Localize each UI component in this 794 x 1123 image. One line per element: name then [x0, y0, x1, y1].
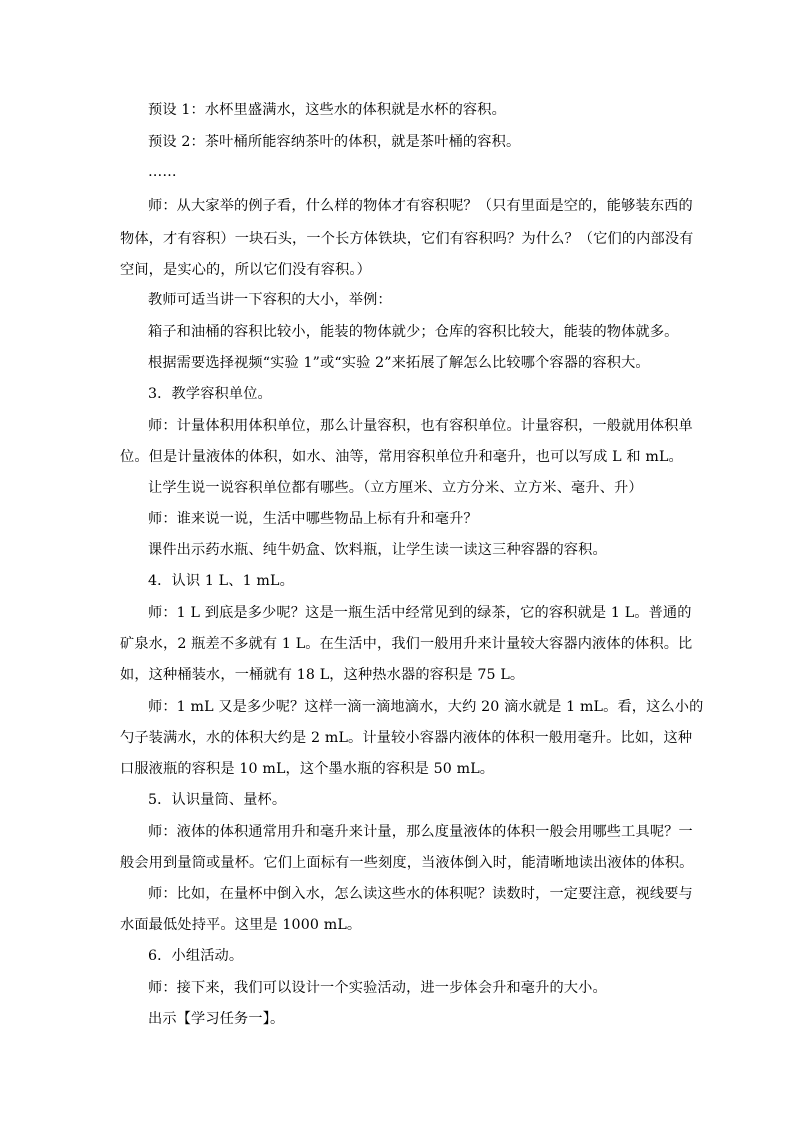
text-line: 根据需要选择视频“实验 1”或“实验 2”来拓展了解怎么比较哪个容器的容积大。 [148, 355, 650, 371]
text-line: 出示【学习任务一】。 [148, 1011, 285, 1027]
text-line: 如，这种桶装水，一桶就有 18 L，这种热水器的容积是 75 L。 [120, 667, 525, 683]
text-line: 箱子和油桶的容积比较小，能装的物体就少；仓库的容积比较大，能装的物体就多。 [148, 324, 679, 340]
text-line: 口服液瓶的容积是 10 mL，这个墨水瓶的容积是 50 mL。 [120, 761, 495, 777]
text-line: 6．小组活动。 [148, 948, 244, 964]
text-line: 预设 2：茶叶桶所能容纳茶叶的体积，就是茶叶桶的容积。 [148, 134, 521, 150]
text-line: 课件出示药水瓶、纯牛奶盒、饮料瓶，让学生读一读这三种容器的容积。 [148, 542, 607, 558]
text-line: 师：谁来说一说，生活中哪些物品上标有升和毫升？ [148, 511, 478, 527]
text-line: 般会用到量筒或量杯。它们上面标有一些刻度，当液体倒入时，能清晰地读出液体的体积。 [120, 855, 694, 871]
text-line: 师：比如，在量杯中倒入水，怎么读这些水的体积呢？读数时，一定要注意，视线要与 [148, 886, 693, 902]
text-line: 位。但是计量液体的体积，如水、油等，常用容积单位升和毫升，也可以写成 L 和 mL。 [120, 449, 683, 465]
text-line: 水面最低处持平。这里是 1000 mL。 [120, 917, 362, 933]
text-line: 矿泉水，2 瓶差不多就有 1 L。在生活中，我们一般用升来计量较大容器内液体的体积。比 [120, 636, 693, 652]
text-line: 4．认识 1 L、1 mL。 [148, 573, 294, 589]
text-line: 教师可适当讲一下容积的大小，举例： [148, 292, 392, 308]
text-line: 空间，是实心的，所以它们没有容积。） [120, 262, 371, 278]
text-line: 让学生说一说容积单位都有哪些。（立方厘米、立方分米、立方米、毫升、升） [148, 480, 643, 496]
text-line: …… [148, 164, 177, 180]
text-line: 师：接下来，我们可以设计一个实验活动，进一步体会升和毫升的大小。 [148, 980, 607, 996]
text-line: 师：液体的体积通常用升和毫升来计量，那么度量液体的体积一般会用哪些工具呢？一 [148, 824, 693, 840]
text-line: 勺子装满水，水的体积大约是 2 mL。计量较小容器内液体的体积一般用毫升。比如，这种 [120, 730, 693, 746]
text-line: 师：1 mL 又是多少呢？这样一滴一滴地滴水，大约 20 滴水就是 1 mL。看，这么小的 [148, 699, 704, 715]
text-line: 物体，才有容积）一块石头，一个长方体铁块，它们有容积吗？为什么？（它们的内部没有 [120, 231, 694, 247]
text-line: 师：计量体积用体积单位，那么计量容积，也有容积单位。计量容积，一般就用体积单 [148, 418, 693, 434]
text-line: 预设 1：水杯里盛满水，这些水的体积就是水杯的容积。 [148, 102, 506, 118]
text-line: 3．教学容积单位。 [148, 386, 272, 402]
text-line: 5．认识量筒、量杯。 [148, 792, 287, 808]
text-line: 师：1 L 到底是多少呢？这是一瓶生活中经常见到的绿茶，它的容积就是 1 L。普通的 [148, 605, 692, 621]
text-line: 师：从大家举的例子看，什么样的物体才有容积呢？（只有里面是空的，能够装东西的 [148, 198, 693, 214]
